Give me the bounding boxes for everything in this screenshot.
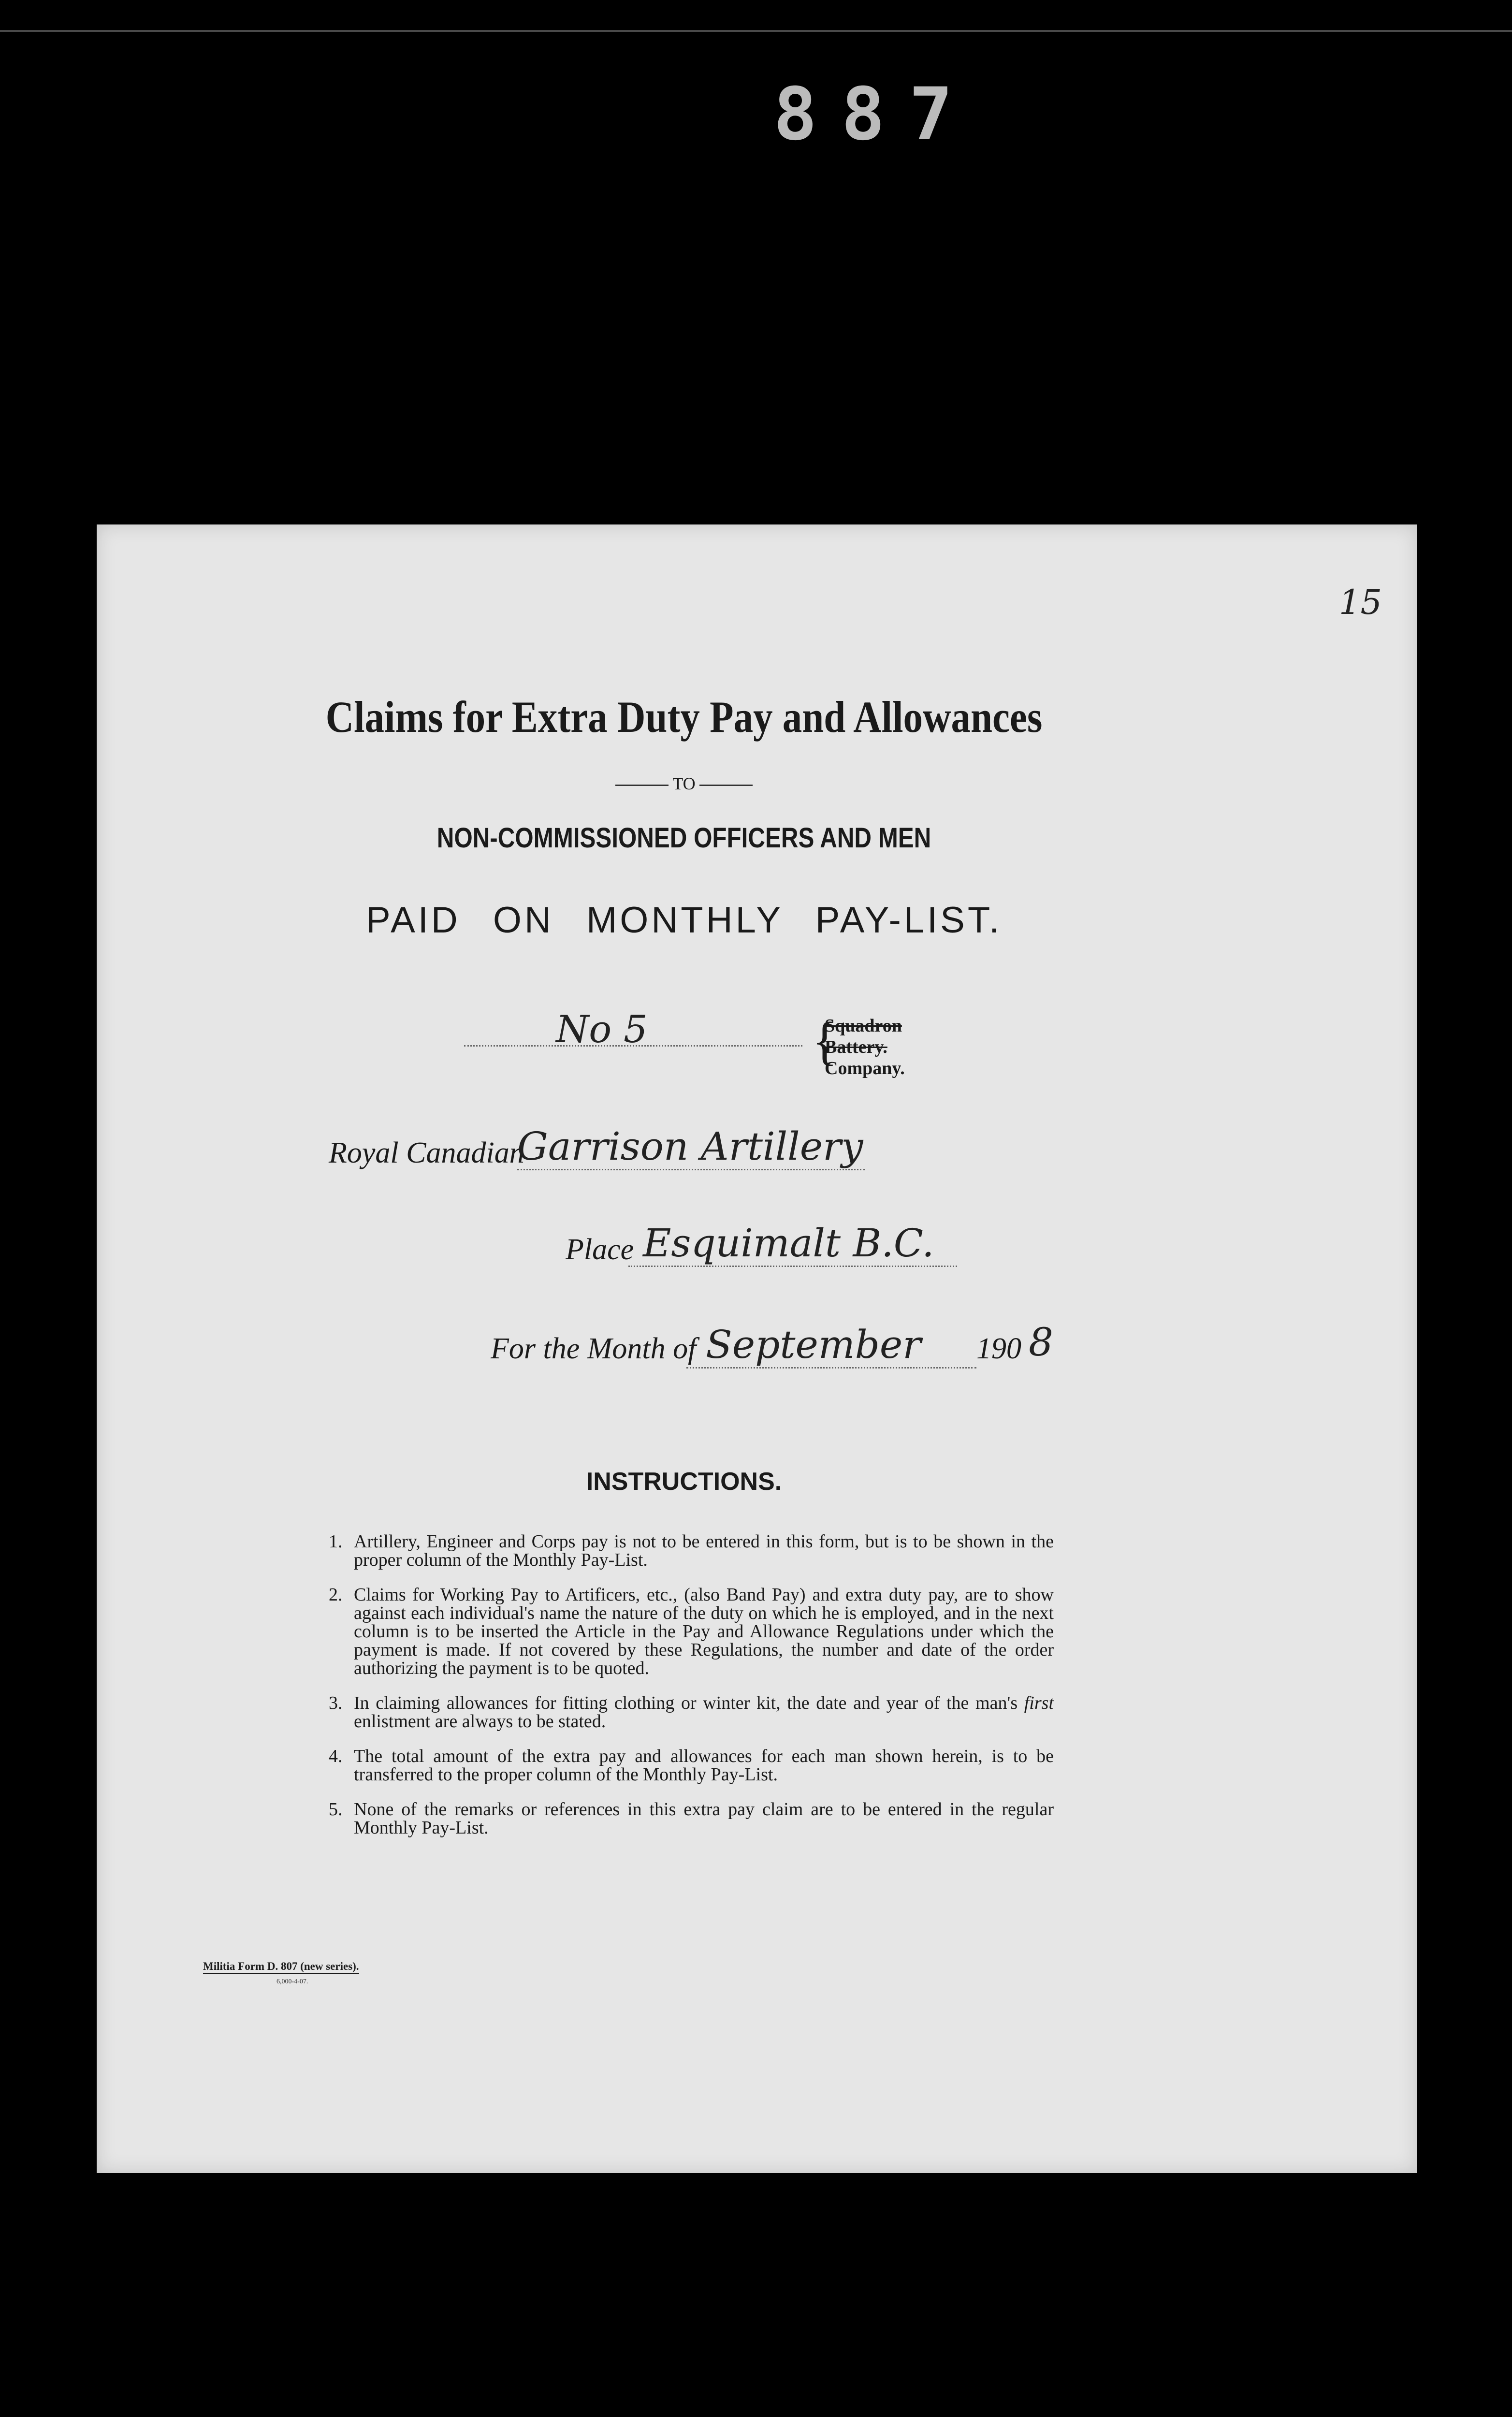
royal-canadian-value: Garrison Artillery — [517, 1124, 865, 1170]
instruction-item: 3. In claiming allowances for fitting clothing or winter kit, the date and year of the man's first enlistment are always to be stated. — [329, 1693, 1054, 1732]
instruction-item: 5. None of the remarks or references in this extra pay claim are to be entered in the regular Monthly Pay-List. — [329, 1799, 1054, 1838]
film-top-line — [0, 30, 1512, 32]
royal-canadian-label: Royal Canadian — [329, 1136, 524, 1169]
place-value: Esquimalt B.C. — [628, 1221, 957, 1267]
unit-brace: { — [812, 1011, 838, 1070]
month-value: September — [686, 1322, 976, 1369]
form-subtitle: NON-COMMISSIONED OFFICERS AND MEN — [436, 822, 931, 854]
unit-option-squadron: Squadron — [825, 1016, 902, 1036]
unit-option-battery: Battery. — [825, 1037, 887, 1057]
month-label: For the Month of — [491, 1332, 697, 1365]
instruction-item: 1. Artillery, Engineer and Corps pay is not to be entered in this form, but is to be shown in the proper column of the Monthly Pay-List. — [329, 1531, 1054, 1570]
year-printed: 190 — [976, 1332, 1021, 1365]
folio-number: 15 — [1339, 582, 1382, 622]
instruction-item: 4. The total amount of the extra pay and allowances for each man shown herein, is to be transferred to the proper column of the Monthly Pay-List. — [329, 1746, 1054, 1785]
year-handwritten: 8 — [1029, 1320, 1053, 1365]
form-title: Claims for Extra Duty Pay and Allowances — [325, 692, 1043, 742]
instruction-item: 2. Claims for Working Pay to Artificers, etc., (also Band Pay) and extra duty pay, are to show against each individual's name the nature of the duty on which he is employed, and in the next column is to be inserted the Article in the Pay and Allowance Regulations under which the payment is made. If not covered by these Regulations, the number and date of the order authorizing the payment is to be quoted. — [329, 1585, 1054, 1678]
militia-form-number: Militia Form D. 807 (new series). — [203, 1960, 359, 1974]
instructions-heading: INSTRUCTIONS. — [586, 1468, 782, 1496]
to-divider: TO — [0, 773, 1368, 794]
unit-options — [825, 1015, 905, 1079]
paid-line: PAID ON MONTHLY PAY-LIST. — [366, 900, 1002, 941]
instructions-list — [329, 1532, 1054, 1853]
frame-number: 887 — [773, 73, 977, 157]
unit-number-field: No 5 — [464, 1008, 802, 1047]
form-print-code: 6,000-4-07. — [276, 1978, 308, 1985]
place-label: Place — [566, 1233, 634, 1266]
unit-option-company: Company. — [825, 1058, 905, 1078]
